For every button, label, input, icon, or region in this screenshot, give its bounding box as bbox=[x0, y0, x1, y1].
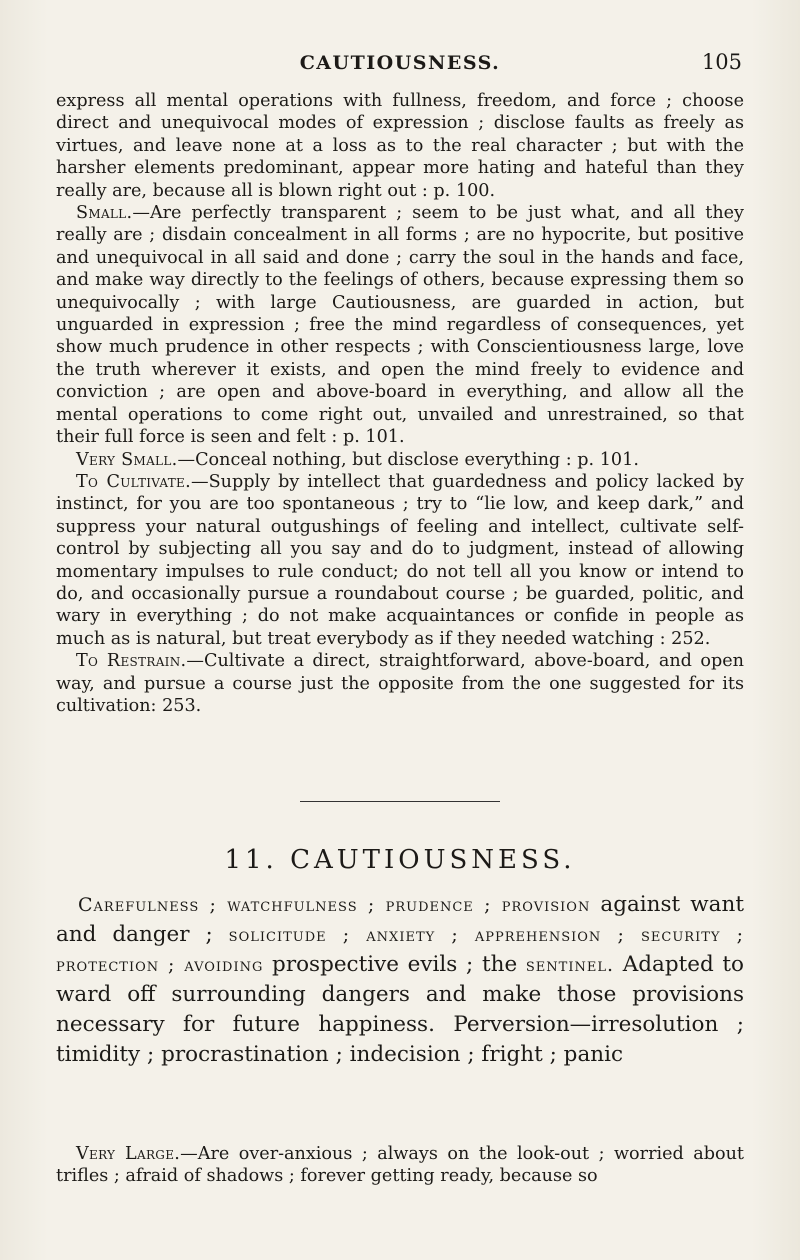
definition-paragraph bbox=[56, 890, 744, 1070]
body-text bbox=[56, 90, 744, 717]
paragraph-label: To Restrain. bbox=[76, 651, 187, 672]
paragraph-label: Very Large. bbox=[76, 1144, 181, 1164]
paragraph-label: Small. bbox=[76, 203, 133, 224]
running-title: CAUTIOUSNESS. bbox=[299, 52, 501, 74]
paragraph-continuation bbox=[56, 90, 744, 202]
page-header bbox=[58, 50, 742, 80]
paragraph-text: —Supply by intellect that guardedness and policy lacked by instinct, for you are too spontaneous ; try to “lie low, and keep dark,” and suppress your natural outgushings of feeling and intellect, cultivate self-control by subjecting all you say and do to judgment, instead of allowing momentary impulses to rule conduct; do not tell all you know or intend to do, and occasionally pursue a roundabout course ; be guarded, politic, and wary in everything ; do not make acquaintances or confide in people as much as is natural, but treat everybody as if they needed watching : 252. bbox=[56, 471, 744, 649]
section-title: 11. CAUTIOUSNESS. bbox=[224, 845, 576, 875]
paragraph-label: Very Small. bbox=[76, 449, 178, 470]
paragraph-text: —Conceal nothing, but disclose everything : p. 101. bbox=[177, 449, 639, 470]
paragraph-label: To Cultivate. bbox=[76, 471, 191, 492]
paragraph-text: —Cultivate a direct, straightforward, above-board, and open way, and pursue a course just the opposite from the one suggested for its cultivation: 253. bbox=[56, 651, 744, 716]
paragraph-to-cultivate bbox=[56, 471, 744, 650]
definition-caps: sentinel. bbox=[525, 954, 615, 976]
page-number: 105 bbox=[701, 50, 742, 74]
definition-caps: solicitude ; anxiety ; apprehension ; security ; protection ; avoiding bbox=[56, 924, 744, 976]
section-definition bbox=[56, 890, 744, 1070]
paragraph-very-small bbox=[56, 449, 744, 471]
paragraph-small bbox=[56, 202, 744, 448]
definition-text: against want and danger ; bbox=[56, 892, 744, 947]
paragraph-very-large bbox=[56, 1143, 744, 1188]
paragraph-text: —Are over-anxious ; always on the look-out ; worried about trifles ; afraid of shadows ; forever getting ready, because so bbox=[56, 1144, 744, 1187]
paragraph-text: express all mental operations with fullness, freedom, and force ; choose direct and unequivocal modes of expression ; disclose faults as freely as virtues, and leave none at a loss as to the real character ; but with the harsher elements predominant, appear more hating and hateful than they really are, because all is blown right out : p. 100. bbox=[56, 91, 744, 201]
section-divider bbox=[300, 801, 500, 802]
definition-text: prospective evils ; the bbox=[263, 952, 526, 977]
paragraph-to-restrain bbox=[56, 650, 744, 717]
section-very-large bbox=[56, 1143, 744, 1188]
definition-text: Adapted to ward off surrounding dangers and make those provisions necessary for future happiness. Perversion—irresolution ; timidity ; procrastination ; indecision ; fright ; panic bbox=[56, 952, 744, 1067]
paragraph-text: —Are perfectly transparent ; seem to be just what, and all they really are ; disdain concealment in all forms ; are no hypocrite, but positive and unequivocal in all said and done ; carry the soul in the hands and face, and make way directly to the feelings of others, because expressing them so unequivocally ; with large Cautiousness, are guarded in action, but unguarded in expression ; free the mind regardless of consequences, yet show much prudence in other respects ; with Conscientiousness large, love the truth wherever it exists, and open the mind freely to evidence and conviction ; are open and above-board in everything, and allow all the mental operations to come right out, unvailed and unrestrained, so that their full force is seen and felt : p. 101. bbox=[56, 203, 744, 448]
definition-caps: Carefulness ; watchfulness ; prudence ; provision bbox=[78, 894, 591, 916]
